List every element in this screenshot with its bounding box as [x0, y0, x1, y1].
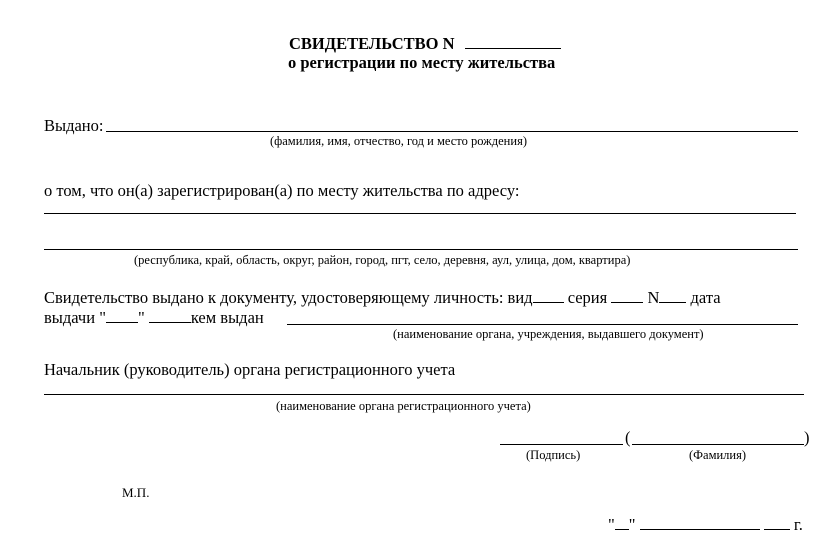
title-text: СВИДЕТЕЛЬСТВО N	[289, 34, 455, 53]
signature-label: (Подпись)	[526, 448, 581, 462]
issue-date-prefix: выдачи "	[44, 308, 106, 327]
date-open-quote: "	[608, 515, 615, 534]
document-title	[289, 33, 561, 54]
chief-text: Начальник (руководитель) органа регистрационного учета	[44, 360, 456, 379]
issued-label: Выдано:	[44, 116, 104, 135]
number-field[interactable]	[659, 287, 686, 303]
issue-date-quote: "	[137, 308, 145, 327]
surname-label: (Фамилия)	[689, 448, 747, 462]
document-subtitle: о регистрации по месту жительства	[288, 53, 556, 72]
certificate-number-field[interactable]	[465, 33, 561, 49]
document-line-1	[44, 287, 721, 308]
surname-close-paren: )	[804, 428, 810, 447]
document-kind-text: Свидетельство выдано к документу, удостоверяющему личность: вид	[44, 288, 533, 307]
document-kind-field[interactable]	[533, 287, 564, 303]
issued-to-field[interactable]	[106, 131, 798, 132]
issued-by-field[interactable]	[287, 324, 798, 325]
address-field-line-1[interactable]	[44, 213, 796, 214]
date-day-field[interactable]	[615, 514, 629, 530]
date-month-field[interactable]	[640, 514, 760, 530]
authority-hint: (наименование органа регистрационного учета)	[276, 399, 531, 413]
address-field-line-2[interactable]	[44, 249, 798, 250]
document-hint: (наименование органа, учреждения, выдавшего документ)	[393, 327, 704, 341]
issued-hint: (фамилия, имя, отчество, год и место рождения)	[270, 134, 527, 148]
date-year-field[interactable]	[764, 514, 790, 530]
surname-field[interactable]	[632, 444, 804, 445]
date-close-quote: "	[628, 515, 636, 534]
series-field[interactable]	[611, 287, 643, 303]
year-suffix: г.	[793, 515, 803, 534]
address-hint: (республика, край, область, округ, район, город, пгт, село, деревня, аул, улица, дом, квартира)	[134, 253, 631, 267]
date-label: дата	[690, 288, 721, 307]
authority-field[interactable]	[44, 394, 804, 395]
address-text: о том, что он(а) зарегистрирован(а) по месту жительства по адресу:	[44, 181, 520, 200]
stamp-label: М.П.	[122, 485, 150, 500]
document-line-2	[44, 307, 264, 328]
issue-month-field[interactable]	[149, 307, 191, 323]
issue-day-field[interactable]	[106, 307, 138, 323]
date-line	[608, 514, 803, 535]
surname-open-paren: (	[625, 428, 631, 447]
series-label: серия	[567, 288, 608, 307]
number-label: N	[647, 288, 660, 307]
issued-by-label: кем выдан	[190, 308, 264, 327]
signature-field[interactable]	[500, 444, 623, 445]
